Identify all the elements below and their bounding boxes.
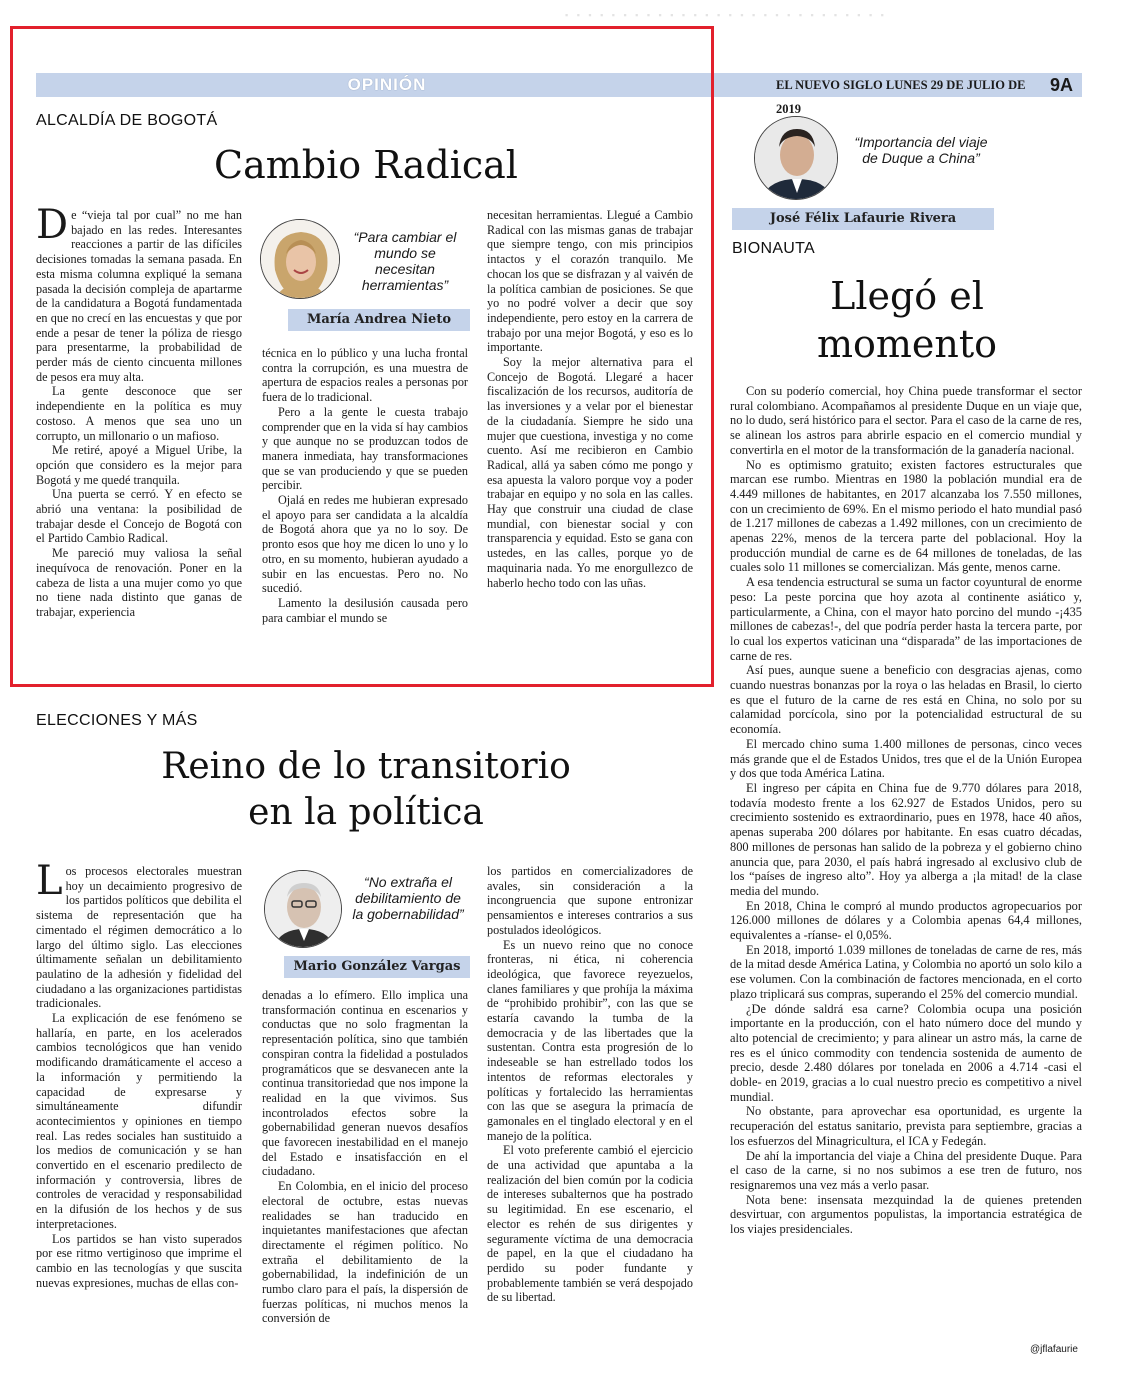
paragraph: Así pues, aunque suene a beneficio con desgracias ajenas, como cuando nuestras bonanzas por la roya o las heladas en Brasil, lo cierto es que el futuro de la carne de res está en China, no solo por su calamidad porcícola, sino por la potencialidad estructural de su economía. [730, 663, 1082, 737]
paragraph: Una puerta se cerró. Y en efecto se abrió una ventana: la posibilidad de trabajar desde el Concejo de Bogotá con el Partido Cambio Radical. [36, 487, 242, 546]
paragraph: A esa tendencia estructural se suma un factor coyuntural de enorme peso: La peste porcina que hoy azota al continente asiático y, particularmente, a China, con el mayor hato porcino del mundo -¡435 millones de cabezas!-, del que podría perder hasta la tercera parte, por lo cual los expertos vaticinan una “disparada” de las importaciones de carne de res. [730, 575, 1082, 663]
issue-date: LUNES 29 DE JULIO DE 2019 [776, 78, 1026, 116]
article3-title-line2: momento [816, 322, 998, 366]
article2-column-2 [262, 988, 468, 1326]
paragraph: Me pareció muy valiosa la señal inequívoca de renovación. Poner en la cabeza de lista a una mujer como yo que no tiene nada distinto que ganas de trabajar, experiencia [36, 546, 242, 619]
pull-quote: “Para cambiar el mundo se necesitan herramientas” [353, 229, 457, 293]
paragraph: Los partidos se han visto superados por ese ritmo vertiginoso que imprime el cambio en las tecnologías y que suscita nuevas expresiones, muchas de ellas con- [36, 1231, 242, 1290]
article2-kicker: ELECCIONES Y MÁS [36, 712, 198, 729]
author-photo [264, 870, 342, 948]
article3-title-line1: Llegó el [830, 274, 984, 318]
paragraph: Con su poderío comercial, hoy China puede transformar el sector rural colombiano. Acompañamos al presidente Duque en un viaje que, no lo dudo, será histórico para el sector. Para el caso de la carne de res, se alinean los astros para abrirle espacio en el comercio mundial y convertirla en el motor de la transformación de la ganadería nacional. [730, 384, 1082, 457]
article2-title [36, 744, 696, 836]
article3-kicker: BIONAUTA [732, 240, 816, 257]
article2-column-3 [487, 864, 693, 1305]
paragraph: necesitan herramientas. Llegué a Cambio Radical con las mismas ganas de trabajar que siempre tengo, con mis principios intactos y el corazón tranquilo. Me chocan los que se disfrazan y al vaivén de la política cambian de posiciones. Se que yo no podré volver a decir que soy independiente, pero estoy en la carrera de trabajo por una mejor Bogotá, y eso es lo importante. [487, 208, 693, 355]
dropcap: L [36, 858, 63, 904]
paragraph: ¿De dónde saldrá esa carne? Colombia ocupa una posición importante en la producción, con el hato número doce del mundo y alto potencial de crecimiento; y para alinear un astro más, la carne de res es el único commodity con tendencia sostenida de aumento de precio, desde 2.480 dólares por tonelada en 2006 a 4.714 -casi el doble- en 2019, gracias a lo cual nuestro precio es competitivo a nivel mundial. [730, 1001, 1082, 1104]
paragraph: La gente desconoce que ser independiente en la política es muy costoso. A menos que sea uno un corrupto, un millonario o un mafioso. [36, 384, 242, 443]
paragraph: De ahí la importancia del viaje a China del presidente Duque. Para el caso de la carne, si no nos subimos a ese tren de futuro, nos resignaremos una vez más a verlo pasar. [730, 1148, 1082, 1192]
author-card [732, 112, 994, 232]
paragraph: Pero a la gente le cuesta trabajo comprender que en la vida sí hay cambios y que aunque no se produzcan todos de manera inmediata, hay transformaciones que se van produciendo y que se pueden percibir. [262, 404, 468, 493]
paragraph: Es un nuevo reino que no conoce fronteras, ni ética, ni coherencia ideológica, que favorece reyezuelos, clanes familiares y que prohíja la máxima de “prohibido prohibir”, con las que se estaría cavando la tumba de la democracia y de las libertades que la sustentan. Contra esta progresión de lo indeseable se han estrellado todos los intentos de reformas electorales y políticas y fortalecido las herramientas con las que se asegura la primacía de gamonales en el tinglado electoral y en el manejo de la política. [487, 937, 693, 1143]
paragraph: os procesos electorales muestran hoy un decaimiento progresivo de los partidos políticos que debilita el sistema de representación que ha cimentado el régimen democrático a lo largo del último siglo. Las elecciones últimamente señalan un debilitamiento paulatino de la adhesión y fidelidad del ciudadano a las organizaciones partidistas tradicionales. [36, 864, 242, 1011]
author-card [262, 866, 470, 980]
paragraph: Me retiré, apoyé a Miguel Uribe, la opción que considero es la mejor para Bogotá y me quedé tranquila. [36, 443, 242, 487]
article2-title-line2: en la política [248, 792, 484, 833]
paragraph: La explicación de ese fenómeno se hallaría, en parte, en los acelerados cambios tecnológicos que han venido modificando dramáticamente el acceso a la información y permitiendo la capacidad de expresarse y simultáneamente difundir acontecimientos y opiniones en tiempo real. Las redes sociales han sustituido a los medios de comunicación y se han convertido en el escenario predilecto de información y controversia, libres de controles de veracidad y responsabilidad en la difusión de los hechos y de sus interpretaciones. [36, 1011, 242, 1231]
highlight-box [10, 26, 714, 687]
paragraph: los partidos en comercializadores de avales, sin consideración a la incongruencia que supone entronizar pensamientos e intereses contrarios a sus postulados ideológicos. [487, 864, 693, 937]
scan-artifact: ▪ ▪ ▪ ▪ ▪ ▪ ▪ ▪ ▪ ▪ ▪ ▪ ▪ ▪ ▪ ▪ ▪ ▪ ▪ ▪ ▪ ▪ ▪ ▪ ▪ ▪ ▪ ▪ [565, 10, 887, 20]
paragraph: El voto preferente cambió el ejercicio de una actividad que apuntaba a la realización del bien común por la codicia de intereses subalternos que ha postrado su legitimidad. En ese escenario, el elector es rehén de sus dirigentes y seguramente víctima de una democracia de papel, en la que el ciudadano ha perdido su poder fundante y probablemente también se verá despojado de su libertad. [487, 1143, 693, 1305]
author-name: María Andrea Nieto [288, 309, 470, 331]
paragraph: El mercado chino suma 1.400 millones de personas, cinco veces más grande que el de Estados Unidos, tres que el de la Unión Europea y dos que toda América Latina. [730, 736, 1082, 781]
author-name: José Félix Lafaurie Rivera [732, 208, 994, 230]
article2-column-1 [36, 858, 242, 1290]
article2-title-line1: Reino de lo transitorio [161, 746, 571, 787]
dropcap: D [36, 202, 69, 248]
paragraph: No es optimismo gratuito; existen factores estructurales que marcan ese rumbo. Mientras en 1980 la población mundial era de 4.449 millones de habitantes, en 2017 alcanzaba los 7.550 millones, con un crecimiento de 69%. En el mismo periodo el hato mundial pasó de 1.217 millones de cabezas a 1.492 millones, con un crecimiento de apenas 22%, menos de la tercera parte del poblacional. Hoy la producción mundial de carne es de 64 millones de toneladas, de las cuales solo 11 millones se comercializan. Más gente, menos carne. [730, 457, 1082, 575]
pull-quote: “No extraña el debilitamiento de la gobernabilidad” [352, 874, 464, 922]
paragraph: En 2018, China le compró al mundo productos agropecuarios por 126.000 millones de dólares y a Colombia apenas 64,4 millones, equivalentes a -ríanse- el 0,05%. [730, 898, 1082, 943]
paragraph: Lamento la desilusión causada pero para cambiar el mundo se [262, 595, 468, 625]
paragraph: En 2018, importó 1.039 millones de toneladas de carne de res, más de la mitad desde América Latina, y Colombia no aportó un solo kilo a ese volumen. Con la combinación de factores mencionada, en el corto plazo triplicará sus compras, superando el 25% del comercio mundial. [730, 942, 1082, 1001]
author-twitter-handle: @jflafaurie [1030, 1344, 1078, 1355]
article1-kicker: ALCALDÍA DE BOGOTÁ [36, 112, 218, 129]
paper-name: EL NUEVO SIGLO [776, 78, 883, 92]
author-photo [754, 116, 838, 200]
paragraph: El ingreso per cápita en China fue de 9.770 dólares para 2018, todavía modesto frente a los 62.927 de Estados Unidos, pero su crecimiento sostenido es extraordinario, pues en 1978, hace 40 años, apenas superaba 200 dólares por habitante. En esas cuatro décadas, 800 millones de personas han salido de la pobreza y el gobierno chino anuncia que, para 2030, el país habrá ingresado al exclusivo club de los “países de ingreso alto”. Hoy ya alberga a ¡la mitad! de la clase media del mundo. [730, 780, 1082, 898]
article3-title [732, 272, 1082, 368]
pull-quote: “Importancia del viaje de Duque a China” [854, 134, 988, 166]
paragraph: e “vieja tal por cual” no me han bajado en las redes. Interesantes reacciones a partir de las difíciles decisiones tomadas la semana pasada. En esta misma columna expliqué la semana pasada la decisión compleja de apartarme de la candidatura a Bogotá fundamentada en que no crecí en las encuestas y que por ende a pesar de tener la póliza de riesgo para presentarme, la probabilidad de perder más de ciento cincuenta millones de pesos era muy alta. [36, 208, 242, 384]
article3-column [730, 384, 1082, 1237]
paragraph: En Colombia, en el inicio del proceso electoral de octubre, estas nuevas realidades se han traducido en inquietantes manifestaciones que afectan directamente el régimen político. No extraña el debilitamiento de la gobernabilidad, la indefinición de un rumbo claro para el país, la dispersión de fuerzas políticas, ni muchos menos la conversión de [262, 1179, 468, 1326]
paragraph: Soy la mejor alternativa para el Concejo de Bogotá. Llegaré a hacer fiscalización de los recursos, auditoría de las inversiones y a velar por el bienestar de la ciudadanía. Siempre he sido una mujer que cuestiona, investiga y no come cuento. Así me recibieron en Cambio Radical, allá ya saben cómo me pongo y esa apuesta la valoro porque voy a poder trabajar en equipo y no sola en las calles. Hay que construir una ciudad de clase mundial, con bienestar social y con transparencia y equidad. Esto se gana con ustedes, en las calles, porque yo de maquinaria nada. Yo me enorgullezco de haberlo hecho todo con las uñas. [487, 355, 693, 590]
paragraph: Nota bene: insensata mezquindad la de quienes pretenden desvirtuar, con argumentos populistas, la importancia estratégica de los viajes presidenciales. [730, 1192, 1082, 1237]
paragraph: No obstante, para aprovechar esa oportunidad, es urgente la recuperación del estatus sanitario, prevista para septiembre, gracias a los esfuerzos del Minagricultura, el ICA y Fedegán. [730, 1104, 1082, 1148]
paragraph: denadas a lo efímero. Ello implica una transformación continua en escenarios y conductas que no solo fragmentan la representación política, sino que también conspiran contra la fidelidad a postulados programáticos que se desvanecen ante la continua transitoriedad que nos impone la realidad en la que vivimos. Sus incontrolados efectos sobre la gobernabilidad generan nuevos desafíos que favorecen inestabilidad en el manejo del Estado e insatisfacción en el ciudadano. [262, 988, 468, 1179]
section-title: OPINIÓN [347, 75, 427, 94]
paragraph: técnica en lo público y una lucha frontal contra la corrupción, es una muestra de apertura de espacios reales a personas por fuera de lo tradicional. [262, 346, 468, 405]
paragraph: Ojalá en redes me hubieran expresado el apoyo para ser candidata a la alcaldía de Bogotá ahora que ya no lo soy. De pronto esos que hoy me dicen lo uno y lo otro, en su momento, hubieran ayudado a subir en las encuestas. Pero no. No sucedió. [262, 493, 468, 596]
article1-title: Cambio Radical [214, 143, 518, 187]
author-name: Mario González Vargas [284, 956, 470, 978]
page-number: 9A [1050, 75, 1074, 95]
paper-name-date [776, 73, 1036, 116]
